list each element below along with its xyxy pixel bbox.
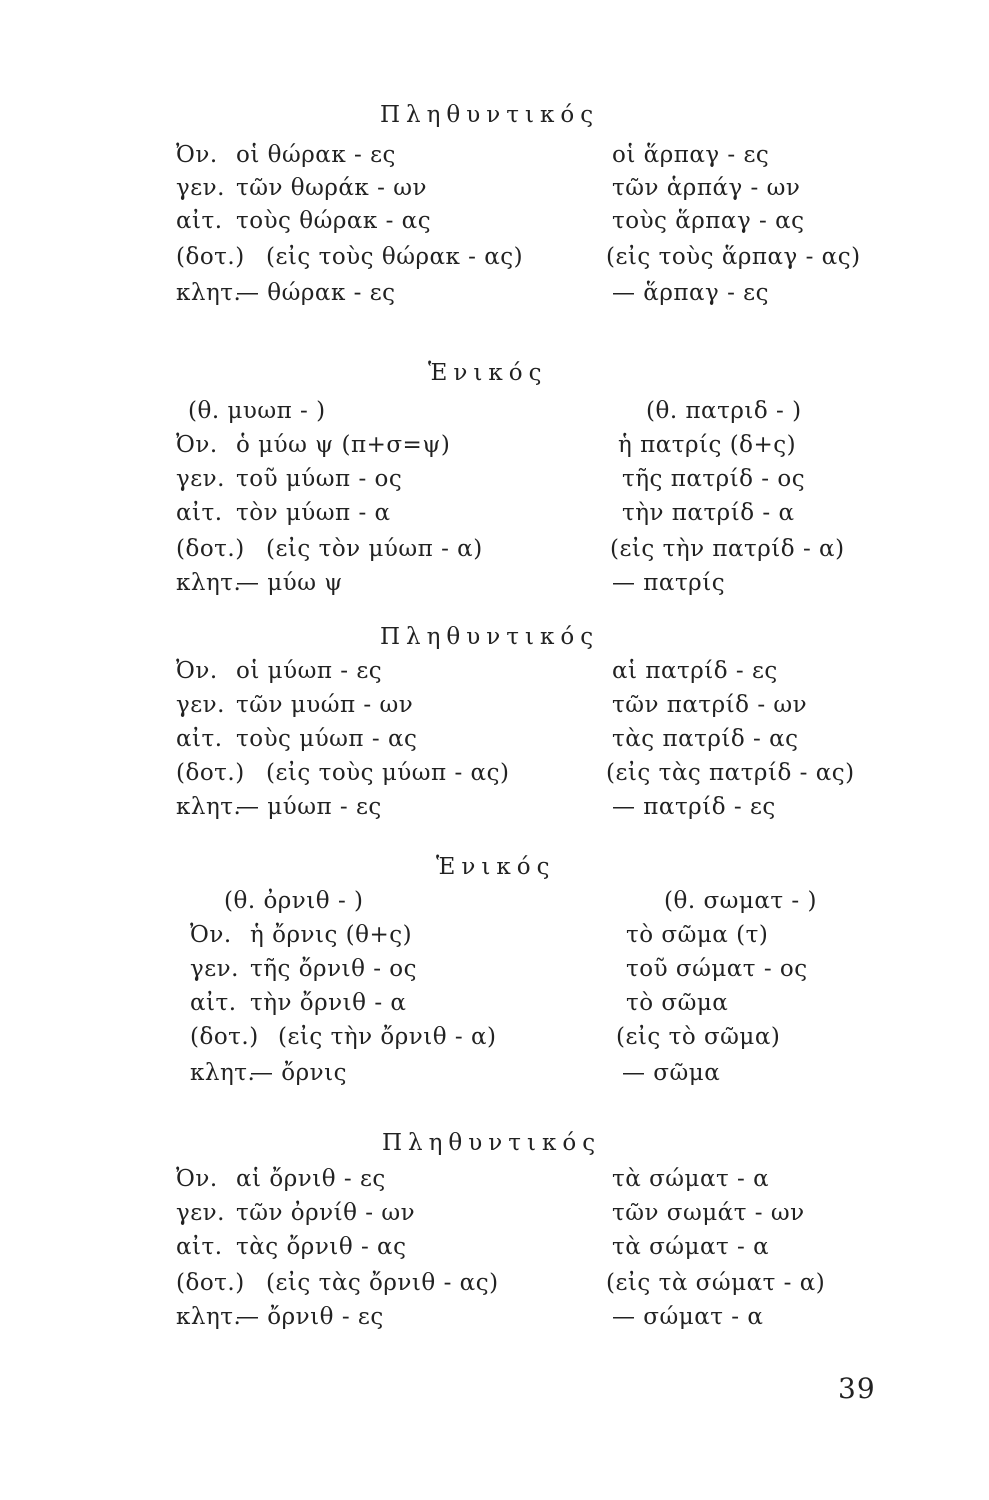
section-heading: Ἑνικός	[428, 360, 548, 386]
right-form: (εἰς τὰ σώματ - α)	[606, 1270, 826, 1296]
case-label: (δοτ.)	[176, 1270, 245, 1296]
left-form: οἱ μύωπ - ες	[236, 658, 383, 684]
right-form: (εἰς τοὺς ἅρπαγ - ας)	[606, 244, 861, 270]
right-form: τοὺς ἅρπαγ - ας	[612, 208, 805, 234]
right-form: (εἰς τὰς πατρίδ - ας)	[606, 760, 855, 786]
case-label: γεν.	[176, 175, 225, 201]
right-form: — πατρίδ - ες	[612, 794, 776, 820]
right-form: (εἰς τὸ σῶμα)	[616, 1024, 781, 1050]
left-form: τὴν ὄρνιθ - α	[250, 990, 407, 1016]
case-label: Ὀν.	[176, 432, 218, 458]
left-form: τοῦ μύωπ - ος	[236, 466, 403, 492]
left-form: τῶν θωράκ - ων	[236, 175, 427, 201]
case-label: (δοτ.)	[176, 536, 245, 562]
right-form: ἡ πατρίς (δ+ς)	[618, 432, 797, 458]
case-label: κλητ.	[176, 1304, 242, 1330]
case-label: Ὀν.	[190, 922, 232, 948]
section-heading: Πληθυντικός	[380, 102, 600, 128]
right-form: — σῶμα	[622, 1060, 721, 1086]
case-label: αἰτ.	[190, 990, 237, 1016]
left-form: τὰς ὄρνιθ - ας	[236, 1234, 407, 1260]
left-form: τοὺς μύωπ - ας	[236, 726, 418, 752]
case-label: κλητ.	[190, 1060, 256, 1086]
right-form: — πατρίς	[612, 570, 726, 596]
right-form: τῶν ἁρπάγ - ων	[612, 175, 801, 201]
left-form: ἡ ὄρνις (θ+ς)	[250, 922, 413, 948]
left-form: (εἰς τοὺς μύωπ - ας)	[266, 760, 510, 786]
left-form: — μύωπ - ες	[236, 794, 382, 820]
left-form: — ὄρνις	[250, 1060, 348, 1086]
case-label: αἰτ.	[176, 726, 223, 752]
left-form: — θώρακ - ες	[236, 280, 396, 306]
section-heading: Πληθυντικός	[380, 624, 600, 650]
left-stem: (θ. ὀρνιθ - )	[224, 888, 364, 914]
left-form: τῶν ὀρνίθ - ων	[236, 1200, 416, 1226]
left-form: — μύω ψ	[236, 570, 343, 596]
right-form: τὰς πατρίδ - ας	[612, 726, 799, 752]
right-form: τὴν πατρίδ - α	[622, 500, 795, 526]
right-form: τὰ σώματ - α	[612, 1166, 770, 1192]
page-number: 39	[838, 1372, 876, 1405]
case-label: γεν.	[176, 466, 225, 492]
case-label: (δοτ.)	[190, 1024, 259, 1050]
case-label: γεν.	[176, 692, 225, 718]
case-label: (δοτ.)	[176, 244, 245, 270]
right-form: — σώματ - α	[612, 1304, 764, 1330]
right-stem: (θ. σωματ - )	[664, 888, 817, 914]
section-heading: Πληθυντικός	[382, 1130, 602, 1156]
right-form: τοῦ σώματ - ος	[626, 956, 808, 982]
case-label: αἰτ.	[176, 1234, 223, 1260]
left-form: τῶν μυώπ - ων	[236, 692, 414, 718]
left-form: (εἰς τὸν μύωπ - α)	[266, 536, 483, 562]
left-form: ὁ μύω ψ (π+σ=ψ)	[236, 432, 451, 458]
right-form: τὸ σῶμα (τ)	[626, 922, 769, 948]
case-label: Ὀν.	[176, 1166, 218, 1192]
case-label: γεν.	[190, 956, 239, 982]
left-stem: (θ. μυωπ - )	[188, 398, 326, 424]
right-form: τῆς πατρίδ - ος	[622, 466, 806, 492]
case-label: κλητ.	[176, 794, 242, 820]
right-stem: (θ. πατριδ - )	[646, 398, 802, 424]
left-form: τῆς ὄρνιθ - ος	[250, 956, 418, 982]
case-label: αἰτ.	[176, 500, 223, 526]
case-label: (δοτ.)	[176, 760, 245, 786]
case-label: Ὀν.	[176, 142, 218, 168]
right-form: τὰ σώματ - α	[612, 1234, 770, 1260]
right-form: — ἅρπαγ - ες	[612, 280, 769, 306]
right-form: οἱ ἅρπαγ - ες	[612, 142, 770, 168]
case-label: κλητ.	[176, 570, 242, 596]
right-form: τῶν σωμάτ - ων	[612, 1200, 805, 1226]
left-form: τὸν μύωπ - α	[236, 500, 391, 526]
left-form: οἱ θώρακ - ες	[236, 142, 396, 168]
section-heading: Ἑνικός	[436, 854, 556, 880]
left-form: τοὺς θώρακ - ας	[236, 208, 432, 234]
case-label: κλητ.	[176, 280, 242, 306]
right-form: τῶν πατρίδ - ων	[612, 692, 808, 718]
case-label: γεν.	[176, 1200, 225, 1226]
left-form: (εἰς τὴν ὄρνιθ - α)	[278, 1024, 497, 1050]
right-form: τὸ σῶμα	[626, 990, 729, 1016]
right-form: αἱ πατρίδ - ες	[612, 658, 778, 684]
left-form: αἱ ὄρνιθ - ες	[236, 1166, 386, 1192]
right-form: (εἰς τὴν πατρίδ - α)	[610, 536, 845, 562]
case-label: Ὀν.	[176, 658, 218, 684]
left-form: (εἰς τὰς ὄρνιθ - ας)	[266, 1270, 499, 1296]
case-label: αἰτ.	[176, 208, 223, 234]
left-form: — ὄρνιθ - ες	[236, 1304, 384, 1330]
left-form: (εἰς τοὺς θώρακ - ας)	[266, 244, 524, 270]
